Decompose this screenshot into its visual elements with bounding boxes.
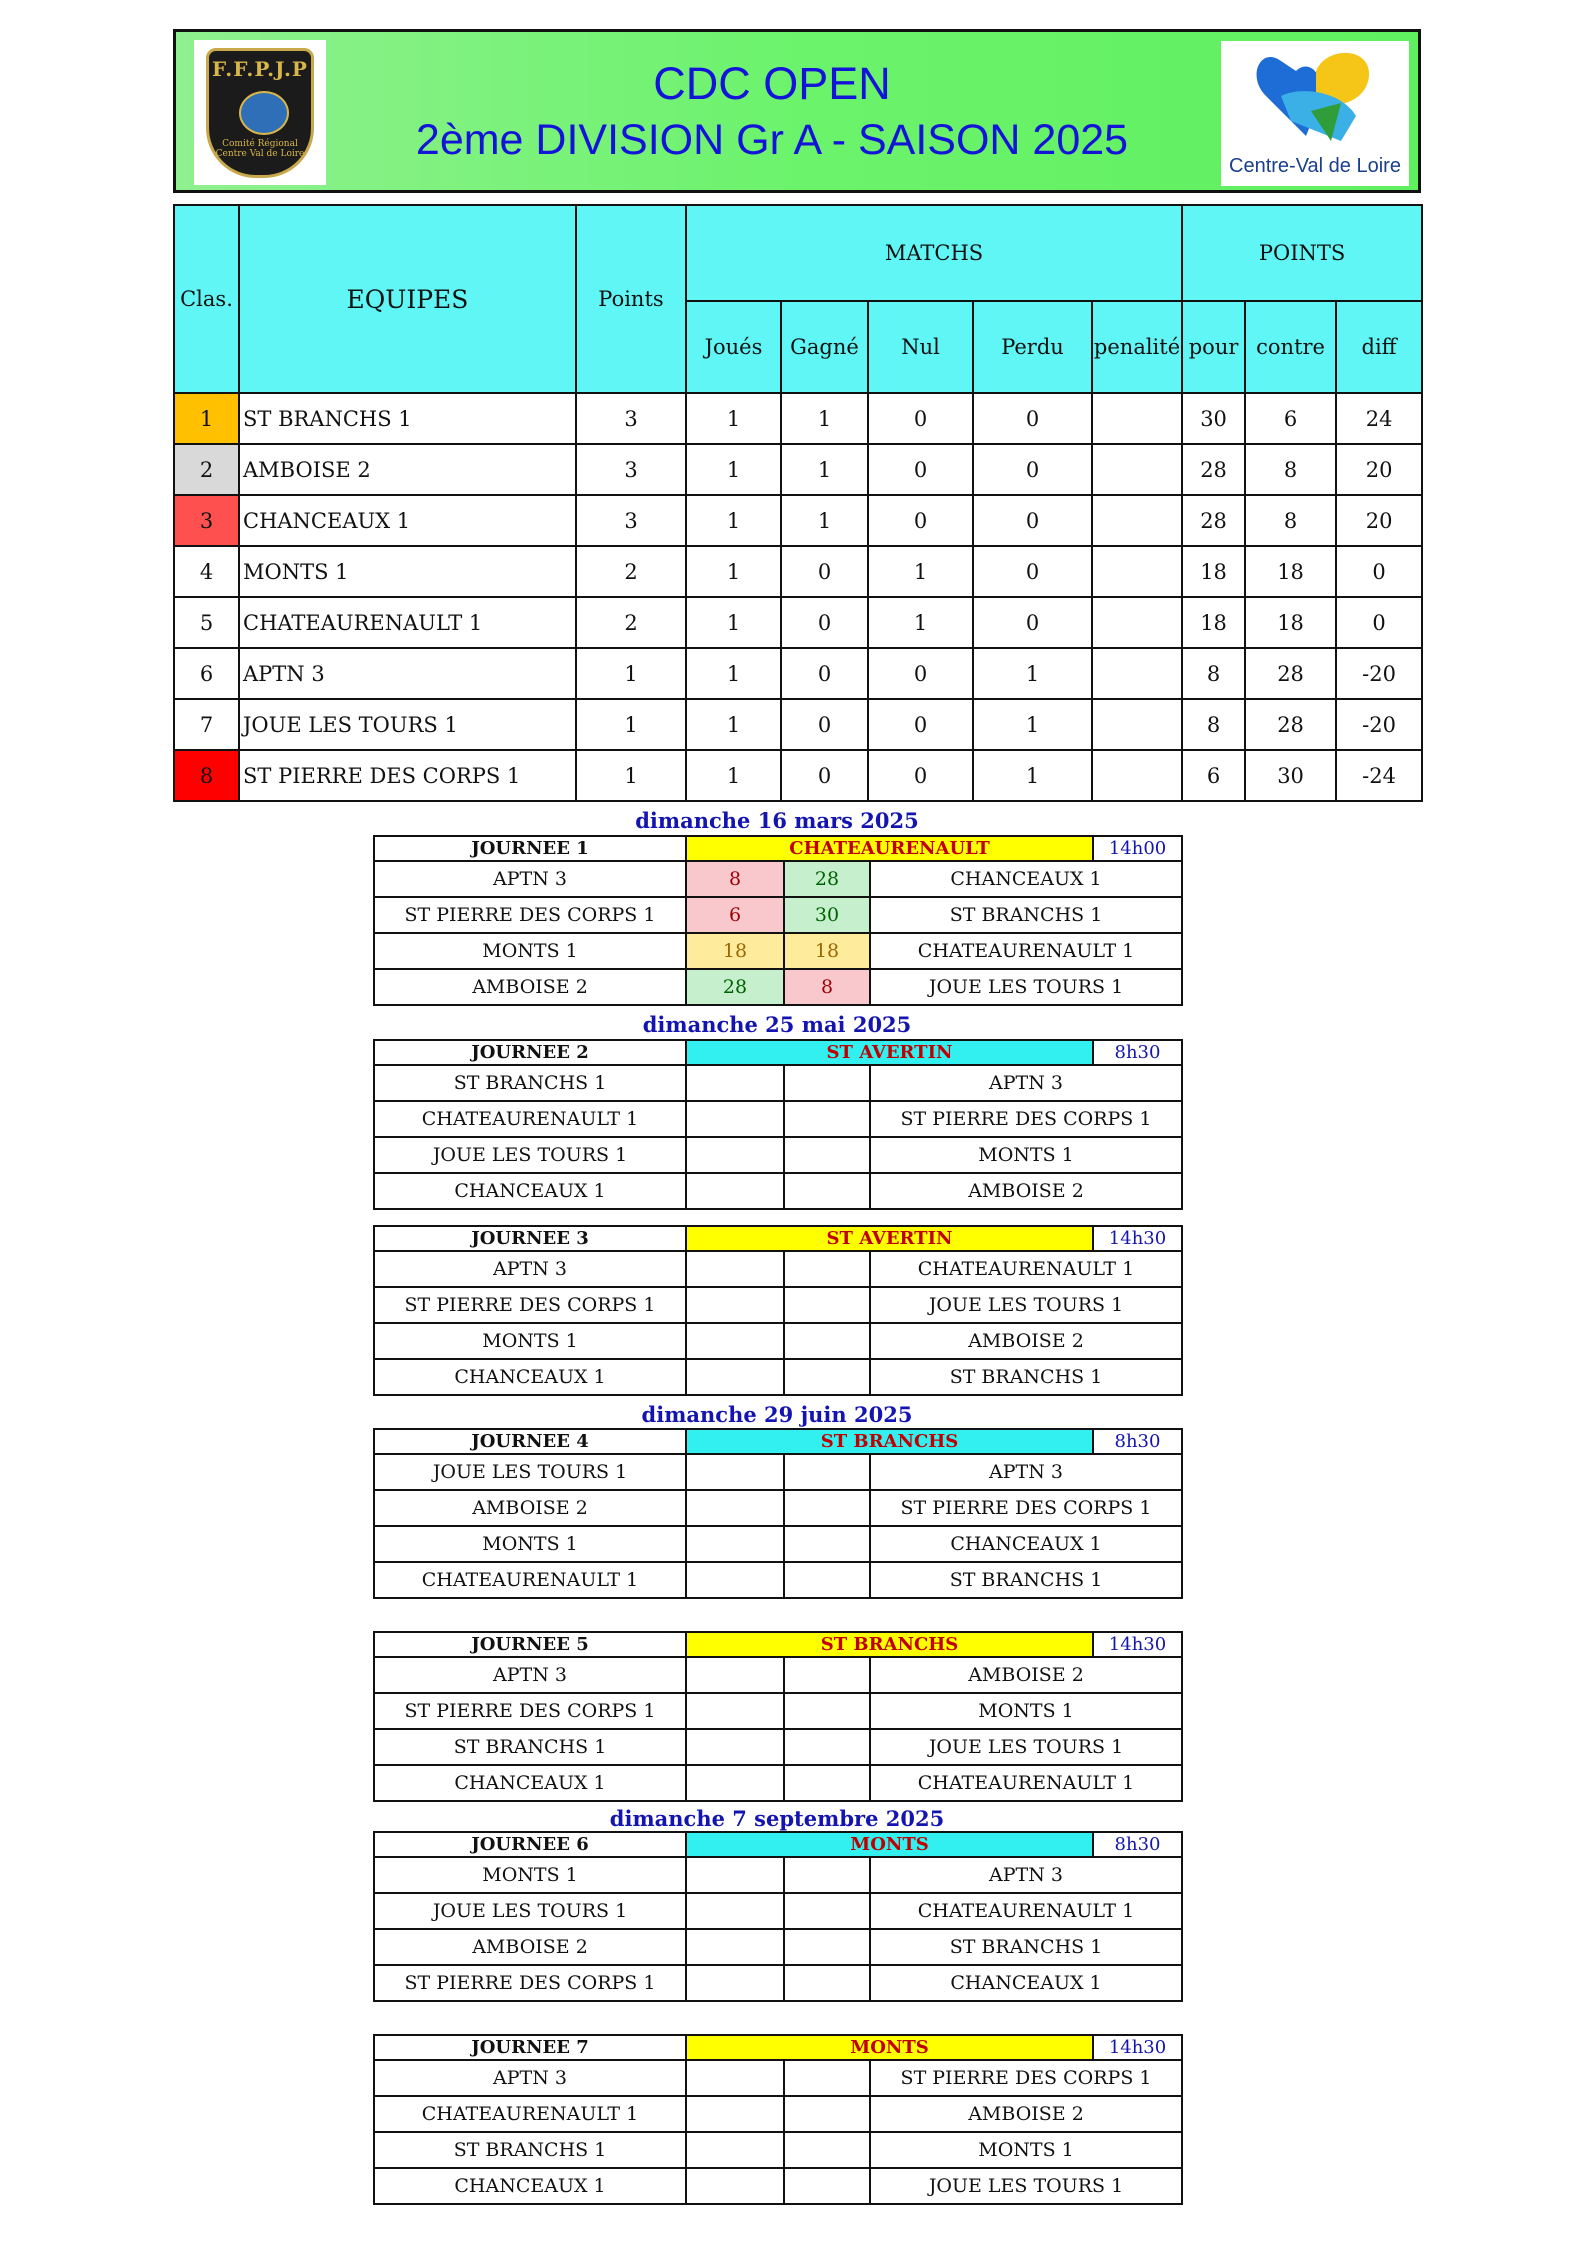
away-team: MONTS 1 [870, 1693, 1182, 1729]
match-row [374, 2132, 1182, 2168]
journee-time: 14h30 [1093, 1632, 1182, 1657]
away-team: APTN 3 [870, 1065, 1182, 1101]
away-team: ST BRANCHS 1 [870, 1562, 1182, 1598]
away-team: AMBOISE 2 [870, 1657, 1182, 1693]
match-row [374, 1857, 1182, 1893]
home-team: CHATEAURENAULT 1 [374, 1101, 686, 1137]
away-team: ST PIERRE DES CORPS 1 [870, 1101, 1182, 1137]
cell-rank: 4 [174, 546, 239, 597]
cell-draw: 0 [868, 495, 973, 546]
away-team: CHANCEAUX 1 [870, 1965, 1182, 2001]
cell-against: 28 [1245, 648, 1336, 699]
header-played: Joués [686, 301, 781, 393]
match-row [374, 1490, 1182, 1526]
away-team: JOUE LES TOURS 1 [870, 969, 1182, 1005]
standings-row [174, 750, 1422, 801]
cell-diff: 0 [1336, 597, 1422, 648]
match-row [374, 1251, 1182, 1287]
away-score [784, 1490, 870, 1526]
away-score [784, 1929, 870, 1965]
cell-diff: -20 [1336, 648, 1422, 699]
cell-penalty [1092, 750, 1182, 801]
away-team: ST BRANCHS 1 [870, 1929, 1182, 1965]
cell-penalty [1092, 597, 1182, 648]
journee-name: JOURNEE 3 [374, 1226, 686, 1251]
home-score [686, 2132, 784, 2168]
home-team: CHANCEAUX 1 [374, 1359, 686, 1395]
match-row [374, 1359, 1182, 1395]
home-team: CHATEAURENAULT 1 [374, 1562, 686, 1598]
home-score: 28 [686, 969, 784, 1005]
header-lost: Perdu [973, 301, 1092, 393]
away-team: JOUE LES TOURS 1 [870, 2168, 1182, 2204]
journee-name: JOURNEE 1 [374, 836, 686, 861]
cell-points: 2 [576, 597, 686, 648]
cell-played: 1 [686, 750, 781, 801]
home-team: JOUE LES TOURS 1 [374, 1137, 686, 1173]
home-team: AMBOISE 2 [374, 1929, 686, 1965]
cell-points: 3 [576, 393, 686, 444]
home-score [686, 1323, 784, 1359]
journee-name: JOURNEE 7 [374, 2035, 686, 2060]
cell-diff: -20 [1336, 699, 1422, 750]
cell-lost: 0 [973, 495, 1092, 546]
away-team: MONTS 1 [870, 1137, 1182, 1173]
cell-played: 1 [686, 648, 781, 699]
ffpjp-logo-subtext: Comité Régional Centre Val de Loire [215, 138, 305, 159]
journee-table [373, 2034, 1183, 2205]
cell-played: 1 [686, 444, 781, 495]
journee-table [373, 1225, 1183, 1396]
cell-points: 3 [576, 444, 686, 495]
away-team: JOUE LES TOURS 1 [870, 1287, 1182, 1323]
cell-penalty [1092, 699, 1182, 750]
away-team: CHATEAURENAULT 1 [870, 1251, 1182, 1287]
cell-against: 8 [1245, 495, 1336, 546]
away-score [784, 1857, 870, 1893]
home-team: CHANCEAUX 1 [374, 1173, 686, 1209]
cell-team: AMBOISE 2 [239, 444, 576, 495]
away-score [784, 1359, 870, 1395]
cell-diff: -24 [1336, 750, 1422, 801]
match-row [374, 1657, 1182, 1693]
cell-diff: 0 [1336, 546, 1422, 597]
cell-for: 8 [1182, 648, 1245, 699]
home-score [686, 1965, 784, 2001]
cell-penalty [1092, 546, 1182, 597]
journee-table [373, 1831, 1183, 2002]
home-team: AMBOISE 2 [374, 1490, 686, 1526]
cell-lost: 0 [973, 393, 1092, 444]
standings-row [174, 444, 1422, 495]
match-row [374, 861, 1182, 897]
standings-row [174, 393, 1422, 444]
journee-location: ST BRANCHS [686, 1632, 1093, 1657]
home-score [686, 1657, 784, 1693]
journee-name: JOURNEE 5 [374, 1632, 686, 1657]
home-score [686, 1173, 784, 1209]
cell-won: 0 [781, 546, 868, 597]
home-score [686, 1101, 784, 1137]
standings-table [173, 204, 1423, 802]
page-subtitle: 2ème DIVISION Gr A - SAISON 2025 [415, 116, 1129, 164]
journee-location: MONTS [686, 1832, 1093, 1857]
cell-for: 18 [1182, 546, 1245, 597]
home-score [686, 2060, 784, 2096]
cell-draw: 0 [868, 393, 973, 444]
match-row [374, 1101, 1182, 1137]
match-row [374, 2168, 1182, 2204]
away-score [784, 1893, 870, 1929]
home-team: JOUE LES TOURS 1 [374, 1454, 686, 1490]
cell-lost: 1 [973, 750, 1092, 801]
home-score: 6 [686, 897, 784, 933]
cell-for: 30 [1182, 393, 1245, 444]
heart-icon [1221, 41, 1409, 151]
standings-row [174, 495, 1422, 546]
away-score [784, 1137, 870, 1173]
cell-penalty [1092, 648, 1182, 699]
cell-against: 18 [1245, 597, 1336, 648]
away-score [784, 2060, 870, 2096]
match-row [374, 1562, 1182, 1598]
ffpjp-logo [194, 40, 326, 185]
away-score: 30 [784, 897, 870, 933]
journee-location: ST AVERTIN [686, 1040, 1093, 1065]
home-team: MONTS 1 [374, 1323, 686, 1359]
ffpjp-shield-icon [206, 48, 314, 178]
home-team: CHANCEAUX 1 [374, 1765, 686, 1801]
match-row [374, 1965, 1182, 2001]
away-team: APTN 3 [870, 1857, 1182, 1893]
home-team: APTN 3 [374, 1657, 686, 1693]
standings-row [174, 597, 1422, 648]
cell-for: 28 [1182, 495, 1245, 546]
cell-draw: 1 [868, 597, 973, 648]
cell-won: 1 [781, 444, 868, 495]
away-score [784, 1765, 870, 1801]
cell-won: 0 [781, 699, 868, 750]
home-team: APTN 3 [374, 1251, 686, 1287]
home-score [686, 1693, 784, 1729]
cell-for: 8 [1182, 699, 1245, 750]
home-score [686, 1287, 784, 1323]
cell-against: 18 [1245, 546, 1336, 597]
away-team: AMBOISE 2 [870, 2096, 1182, 2132]
home-team: APTN 3 [374, 861, 686, 897]
away-score [784, 1729, 870, 1765]
home-score [686, 1526, 784, 1562]
cell-against: 30 [1245, 750, 1336, 801]
cell-diff: 20 [1336, 444, 1422, 495]
home-score [686, 1893, 784, 1929]
cell-rank: 3 [174, 495, 239, 546]
match-row [374, 2096, 1182, 2132]
header-against: contre [1245, 301, 1336, 393]
header-matchs: MATCHS [686, 205, 1182, 301]
journee-time: 14h00 [1093, 836, 1182, 861]
away-team: AMBOISE 2 [870, 1323, 1182, 1359]
cell-draw: 0 [868, 750, 973, 801]
cell-team: ST BRANCHS 1 [239, 393, 576, 444]
away-score [784, 1251, 870, 1287]
away-score [784, 1657, 870, 1693]
match-row [374, 969, 1182, 1005]
away-team: ST PIERRE DES CORPS 1 [870, 2060, 1182, 2096]
match-row [374, 1137, 1182, 1173]
home-score [686, 1929, 784, 1965]
cell-draw: 0 [868, 444, 973, 495]
away-score [784, 1454, 870, 1490]
page-header [173, 29, 1421, 193]
home-team: ST BRANCHS 1 [374, 1065, 686, 1101]
cell-rank: 1 [174, 393, 239, 444]
away-team: MONTS 1 [870, 2132, 1182, 2168]
match-row [374, 1526, 1182, 1562]
cell-played: 1 [686, 699, 781, 750]
match-row [374, 2060, 1182, 2096]
cell-won: 0 [781, 750, 868, 801]
away-team: APTN 3 [870, 1454, 1182, 1490]
match-row [374, 1323, 1182, 1359]
cell-won: 0 [781, 597, 868, 648]
journee-location: ST BRANCHS [686, 1429, 1093, 1454]
journee-location: ST AVERTIN [686, 1226, 1093, 1251]
cell-team: CHATEAURENAULT 1 [239, 597, 576, 648]
match-row [374, 1929, 1182, 1965]
journee-name: JOURNEE 6 [374, 1832, 686, 1857]
home-team: JOUE LES TOURS 1 [374, 1893, 686, 1929]
cell-played: 1 [686, 393, 781, 444]
journee-table [373, 835, 1183, 1006]
away-score [784, 1173, 870, 1209]
cell-against: 8 [1245, 444, 1336, 495]
cell-points: 2 [576, 546, 686, 597]
cell-for: 6 [1182, 750, 1245, 801]
standings-row [174, 699, 1422, 750]
journee-time: 8h30 [1093, 1429, 1182, 1454]
away-score [784, 2096, 870, 2132]
region-logo [1221, 41, 1409, 186]
match-date: dimanche 25 mai 2025 [642, 1012, 912, 1037]
header-draw: Nul [868, 301, 973, 393]
away-score [784, 1287, 870, 1323]
home-score [686, 1562, 784, 1598]
away-score: 18 [784, 933, 870, 969]
cell-draw: 0 [868, 648, 973, 699]
home-team: ST PIERRE DES CORPS 1 [374, 1965, 686, 2001]
match-row [374, 1693, 1182, 1729]
away-team: CHANCEAUX 1 [870, 861, 1182, 897]
home-score [686, 1729, 784, 1765]
cell-team: ST PIERRE DES CORPS 1 [239, 750, 576, 801]
match-date: dimanche 29 juin 2025 [641, 1402, 913, 1427]
ffpjp-logo-text: F.F.P.J.P [212, 56, 308, 81]
match-row [374, 1065, 1182, 1101]
cell-won: 1 [781, 495, 868, 546]
home-team: ST BRANCHS 1 [374, 2132, 686, 2168]
header-for: pour [1182, 301, 1245, 393]
cell-rank: 8 [174, 750, 239, 801]
away-score [784, 1965, 870, 2001]
cell-points: 3 [576, 495, 686, 546]
match-row [374, 1765, 1182, 1801]
cell-diff: 20 [1336, 495, 1422, 546]
home-team: MONTS 1 [374, 933, 686, 969]
cell-team: CHANCEAUX 1 [239, 495, 576, 546]
cell-penalty [1092, 495, 1182, 546]
home-team: APTN 3 [374, 2060, 686, 2096]
journee-time: 8h30 [1093, 1832, 1182, 1857]
home-score [686, 1065, 784, 1101]
away-team: CHATEAURENAULT 1 [870, 1893, 1182, 1929]
away-score [784, 2132, 870, 2168]
cell-played: 1 [686, 546, 781, 597]
home-team: CHANCEAUX 1 [374, 2168, 686, 2204]
home-score [686, 1137, 784, 1173]
away-score [784, 1065, 870, 1101]
match-row [374, 897, 1182, 933]
away-team: ST BRANCHS 1 [870, 897, 1182, 933]
cell-won: 0 [781, 648, 868, 699]
cell-rank: 6 [174, 648, 239, 699]
cell-penalty [1092, 444, 1182, 495]
match-date: dimanche 7 septembre 2025 [609, 1806, 945, 1831]
cell-played: 1 [686, 495, 781, 546]
home-score [686, 1765, 784, 1801]
away-team: ST PIERRE DES CORPS 1 [870, 1490, 1182, 1526]
match-row [374, 1454, 1182, 1490]
away-team: CHATEAURENAULT 1 [870, 1765, 1182, 1801]
cell-penalty [1092, 393, 1182, 444]
away-score [784, 1562, 870, 1598]
home-score [686, 1359, 784, 1395]
away-score: 28 [784, 861, 870, 897]
journee-table [373, 1631, 1183, 1802]
home-score [686, 1490, 784, 1526]
away-score [784, 2168, 870, 2204]
match-row [374, 1893, 1182, 1929]
home-team: ST PIERRE DES CORPS 1 [374, 1693, 686, 1729]
journee-name: JOURNEE 2 [374, 1040, 686, 1065]
match-row [374, 933, 1182, 969]
home-team: ST PIERRE DES CORPS 1 [374, 1287, 686, 1323]
region-logo-text: Centre-Val de Loire [1229, 155, 1401, 177]
header-rank: Clas. [174, 205, 239, 393]
cell-for: 18 [1182, 597, 1245, 648]
match-row [374, 1287, 1182, 1323]
home-score: 8 [686, 861, 784, 897]
standings-row [174, 648, 1422, 699]
journee-name: JOURNEE 4 [374, 1429, 686, 1454]
away-team: JOUE LES TOURS 1 [870, 1729, 1182, 1765]
cell-rank: 7 [174, 699, 239, 750]
header-points: Points [576, 205, 686, 393]
away-team: CHATEAURENAULT 1 [870, 933, 1182, 969]
away-team: AMBOISE 2 [870, 1173, 1182, 1209]
cell-points: 1 [576, 699, 686, 750]
standings-row [174, 546, 1422, 597]
journee-time: 8h30 [1093, 1040, 1182, 1065]
cell-lost: 0 [973, 597, 1092, 648]
page-title: CDC OPEN [653, 58, 891, 109]
cell-won: 1 [781, 393, 868, 444]
home-score [686, 1454, 784, 1490]
match-row [374, 1173, 1182, 1209]
globe-icon [239, 91, 289, 135]
away-score: 8 [784, 969, 870, 1005]
cell-played: 1 [686, 597, 781, 648]
cell-draw: 0 [868, 699, 973, 750]
header-penalty: penalité [1092, 301, 1182, 393]
cell-team: MONTS 1 [239, 546, 576, 597]
header-diff: diff [1336, 301, 1422, 393]
home-score [686, 2096, 784, 2132]
journee-table [373, 1428, 1183, 1599]
cell-team: JOUE LES TOURS 1 [239, 699, 576, 750]
cell-rank: 5 [174, 597, 239, 648]
home-team: MONTS 1 [374, 1526, 686, 1562]
home-team: CHATEAURENAULT 1 [374, 2096, 686, 2132]
journee-location: MONTS [686, 2035, 1093, 2060]
cell-against: 28 [1245, 699, 1336, 750]
cell-for: 28 [1182, 444, 1245, 495]
cell-lost: 0 [973, 546, 1092, 597]
home-score [686, 2168, 784, 2204]
cell-points: 1 [576, 648, 686, 699]
cell-lost: 1 [973, 699, 1092, 750]
away-team: ST BRANCHS 1 [870, 1359, 1182, 1395]
header-won: Gagné [781, 301, 868, 393]
home-team: ST BRANCHS 1 [374, 1729, 686, 1765]
home-score [686, 1251, 784, 1287]
header-teams: EQUIPES [239, 205, 576, 393]
journee-table [373, 1039, 1183, 1210]
journee-location: CHATEAURENAULT [686, 836, 1093, 861]
cell-diff: 24 [1336, 393, 1422, 444]
cell-lost: 0 [973, 444, 1092, 495]
cell-rank: 2 [174, 444, 239, 495]
home-score: 18 [686, 933, 784, 969]
away-score [784, 1101, 870, 1137]
match-row [374, 1729, 1182, 1765]
away-team: CHANCEAUX 1 [870, 1526, 1182, 1562]
cell-team: APTN 3 [239, 648, 576, 699]
cell-lost: 1 [973, 648, 1092, 699]
cell-against: 6 [1245, 393, 1336, 444]
home-team: MONTS 1 [374, 1857, 686, 1893]
home-score [686, 1857, 784, 1893]
cell-draw: 1 [868, 546, 973, 597]
home-team: AMBOISE 2 [374, 969, 686, 1005]
away-score [784, 1693, 870, 1729]
journee-time: 14h30 [1093, 2035, 1182, 2060]
cell-points: 1 [576, 750, 686, 801]
away-score [784, 1526, 870, 1562]
match-date: dimanche 16 mars 2025 [635, 808, 919, 833]
away-score [784, 1323, 870, 1359]
journee-time: 14h30 [1093, 1226, 1182, 1251]
header-points-group: POINTS [1182, 205, 1422, 301]
home-team: ST PIERRE DES CORPS 1 [374, 897, 686, 933]
